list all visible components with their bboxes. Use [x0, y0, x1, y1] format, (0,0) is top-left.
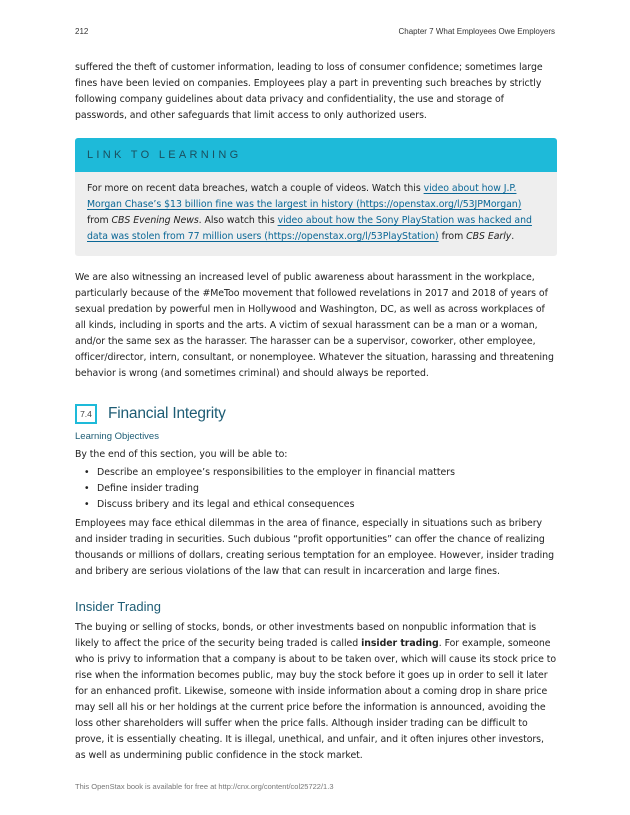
bullet-icon: • [84, 483, 90, 494]
bullet-icon: • [84, 499, 90, 510]
learning-objectives-list [75, 465, 557, 513]
link-to-learning-box [75, 138, 557, 256]
page-footer: This OpenStax book is available for free at http://cnx.org/content/col25722/1.3 [75, 782, 334, 791]
list-item: • Describe an employee’s responsibilities to the employer in financial matters [75, 465, 557, 481]
intro-paragraph: suffered the theft of customer information, leading to loss of consumer confidence; sometimes large fines have been levied on companies. Employees play a part in preventing such breaches by strictly following company guidelines about data privacy and confidentiality, the use and storage of passwords, and other safeguards that limit access to only authorized users. [75, 62, 543, 121]
bullet-icon: • [84, 467, 90, 478]
jpmorgan-video-link[interactable]: video about how J.P. Morgan Chase’s $13 billion fine was the largest in history (https://openstax.org/l/53JPMorgan) [87, 183, 522, 210]
learning-objectives-label: Learning Objectives [75, 431, 159, 442]
list-item: • Define insider trading [75, 481, 557, 497]
source-cbs-evening-news: CBS Evening News [111, 215, 199, 226]
link-to-learning-heading: LINK TO LEARNING [75, 138, 557, 172]
page-content [75, 60, 557, 764]
list-item: • Discuss bribery and its legal and ethical consequences [75, 497, 557, 513]
running-chapter-title: Chapter 7 What Employees Owe Employers [398, 27, 555, 36]
section-heading [75, 404, 557, 424]
playstation-video-link[interactable]: video about how the Sony PlayStation was hacked and data was stolen from 77 million users (https://openstax.org/l/53PlayStation) [87, 215, 532, 242]
insider-trading-heading: Insider Trading [75, 599, 161, 614]
section-number-badge: 7.4 [75, 404, 97, 424]
section-title: Financial Integrity [108, 405, 226, 422]
harassment-paragraph: We are also witnessing an increased level of public awareness about harassment in the workplace, particularly because of the #MeToo movement that followed revelations in 2017 and 2018 of years of sexual predation by powerful men in Hollywood and Washington, DC, as well as across workplaces of all kinds, including in sports and the arts. A victim of sexual harassment can be a man or a woman, and/or the same sex as the harasser. The harasser can be a supervisor, coworker, other employee, officer/director, intern, consultant, or nonemployee. Whatever the situation, harassing and threatening behavior is wrong (and sometimes criminal) and should always be reported. [75, 272, 554, 379]
link-to-learning-text: For more on recent data breaches, watch a couple of videos. Watch this video about how J.P. Morgan Chase’s $13 billion fine was the largest in history (https://openstax.org/l/53JPMorgan) from CBS Evening News. Also watch this video about how the Sony PlayStation was hacked and data was stolen from 77 million users (https://openstax.org/l/53PlayStation) from CBS Early. [87, 183, 532, 242]
key-term-insider-trading: insider trading [361, 638, 439, 649]
learning-objectives-intro: By the end of this section, you will be able to: [75, 449, 288, 460]
insider-trading-paragraph: The buying or selling of stocks, bonds, or other investments based on nonpublic information that is likely to affect the price of the security being traded is called insider trading. For example, someone who is privy to information that a company is about to be taken over, which will cause its stock price to rise when the information becomes public, may buy the stock before it goes up in order to sell it later for an enhanced profit. Likewise, someone with inside information about a coming drop in share price may sell all his or her holdings at the current price before the information is announced, avoiding the loss other shareholders will suffer when the price falls. Although insider trading can be difficult to prove, it is essentially cheating. It is illegal, unethical, and unfair, and it often injures other investors, as well as undermining public confidence in the stock market. [75, 622, 557, 761]
source-cbs-early: CBS Early [466, 231, 512, 242]
financial-integrity-paragraph: Employees may face ethical dilemmas in the area of finance, especially in situations such as bribery and insider trading in securities. Such dubious “profit opportunities” can offer the chance of realizing thousands or millions of dollars, creating serious temptation for an employee. However, insider trading and bribery are serious violations of the law that can result in incarceration and large fines. [75, 518, 554, 577]
page-number: 212 [75, 27, 89, 36]
